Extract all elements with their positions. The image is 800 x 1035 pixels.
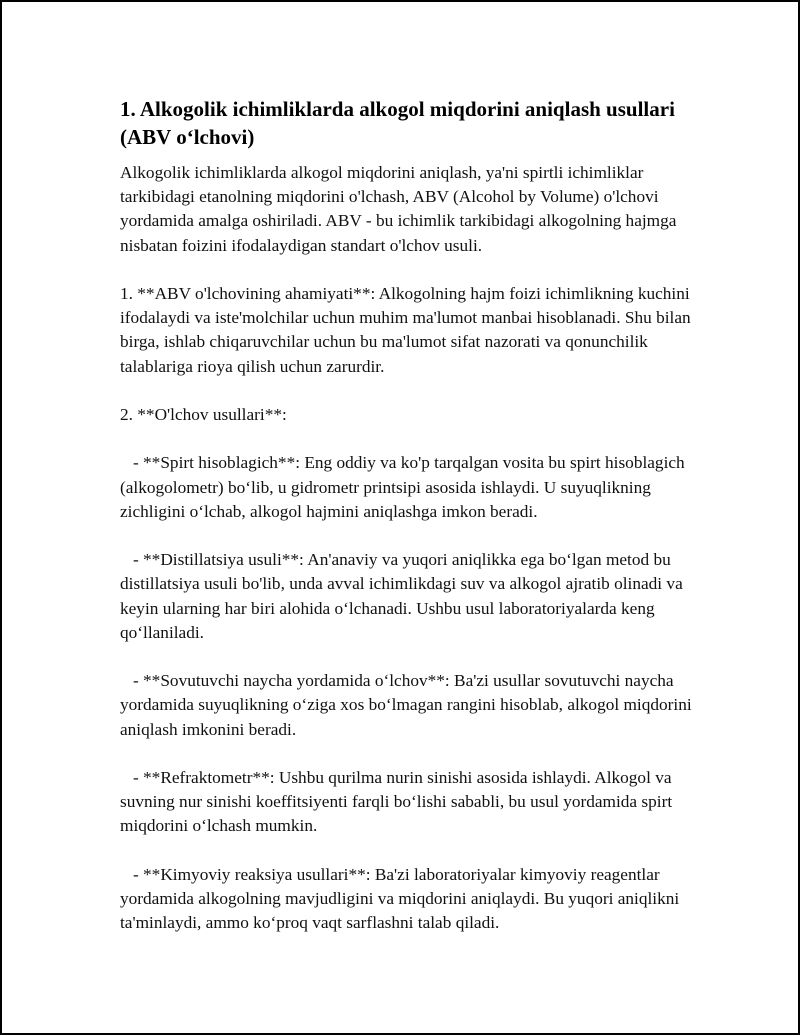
intro-paragraph: Alkogolik ichimliklarda alkogol miqdorini aniqlash, ya'ni spirtli ichimliklar tarkibidagi etanolning miqdorini o'lchash, ABV (Alcohol by Volume) o'lchovi yordamida amalga oshiriladi. ABV - bu ichimlik tarkibidagi alkogolning hajmga nisbatan foizini ifodalaydigan standart o'lchov usuli. <box>120 163 681 255</box>
refractometer-paragraph: - **Refraktometr**: Ushbu qurilma nurin sinishi asosida ishlaydi. Alkogol va suvning nur sinishi koeffitsiyenti farqli bo‘lishi sababli, bu usul yordamida spirt miqdorini o‘lchash mumkin. <box>120 767 677 836</box>
chemical-reaction-paragraph: - **Kimyoviy reaksiya usullari**: Ba'zi laboratoriyalar kimyoviy reagentlar yordamida alkogolning mavjudligini va miqdorini aniqlaydi. Bu yuqori aniqlikni ta'minlaydi, ammo ko‘proq vaqt sarflashni talab qiladi. <box>120 864 684 933</box>
spirit-meter-paragraph: - **Spirt hisoblagich**: Eng oddiy va ko'p tarqalgan vosita bu spirt hisoblagich (alkogolometr) bo‘lib, u gidrometr printsipi asosida ishlaydi. U suyuqlikning zichligini o‘lchab, alkogol hajmini aniqlashga imkon beradi. <box>120 453 690 521</box>
methods-heading-paragraph: 2. **O'lchov usullari**: <box>120 405 287 424</box>
abv-importance-paragraph: 1. **ABV o'lchovining ahamiyati**: Alkogolning hajm foizi ichimlikning kuchini ifodalaydi va iste'molchilar uchun muhim ma'lumot manbai hisoblanadi. Shu bilan birga, ishlab chiqaruvchilar uchun bu ma'lumot sifat nazorati va qonunchilik talablariga rioya qilish uchun zarurdir. <box>120 284 695 376</box>
distillation-paragraph: - **Distillatsiya usuli**: An'anaviy va yuqori aniqlikka ega bo‘lgan metod bu distillatsiya usuli bo'lib, unda avval ichimlikdagi suv va alkogol ajratib olinadi va keyin ularning har biri alohida o‘lchanadi. Ushbu usul laboratoriyalarda keng qo‘llaniladi. <box>120 550 688 642</box>
section-heading: 1. Alkogolik ichimliklarda alkogol miqdorini aniqlash usullari (ABV o‘lchovi) <box>120 97 675 149</box>
cooling-tube-paragraph: - **Sovutuvchi naycha yordamida o‘lchov**: Ba'zi usullar sovutuvchi naycha yordamida suyuqlikning o‘ziga xos bo‘lmagan rangini hisoblab, alkogol miqdorini aniqlash imkonini beradi. <box>120 671 696 739</box>
document-body <box>120 95 696 935</box>
